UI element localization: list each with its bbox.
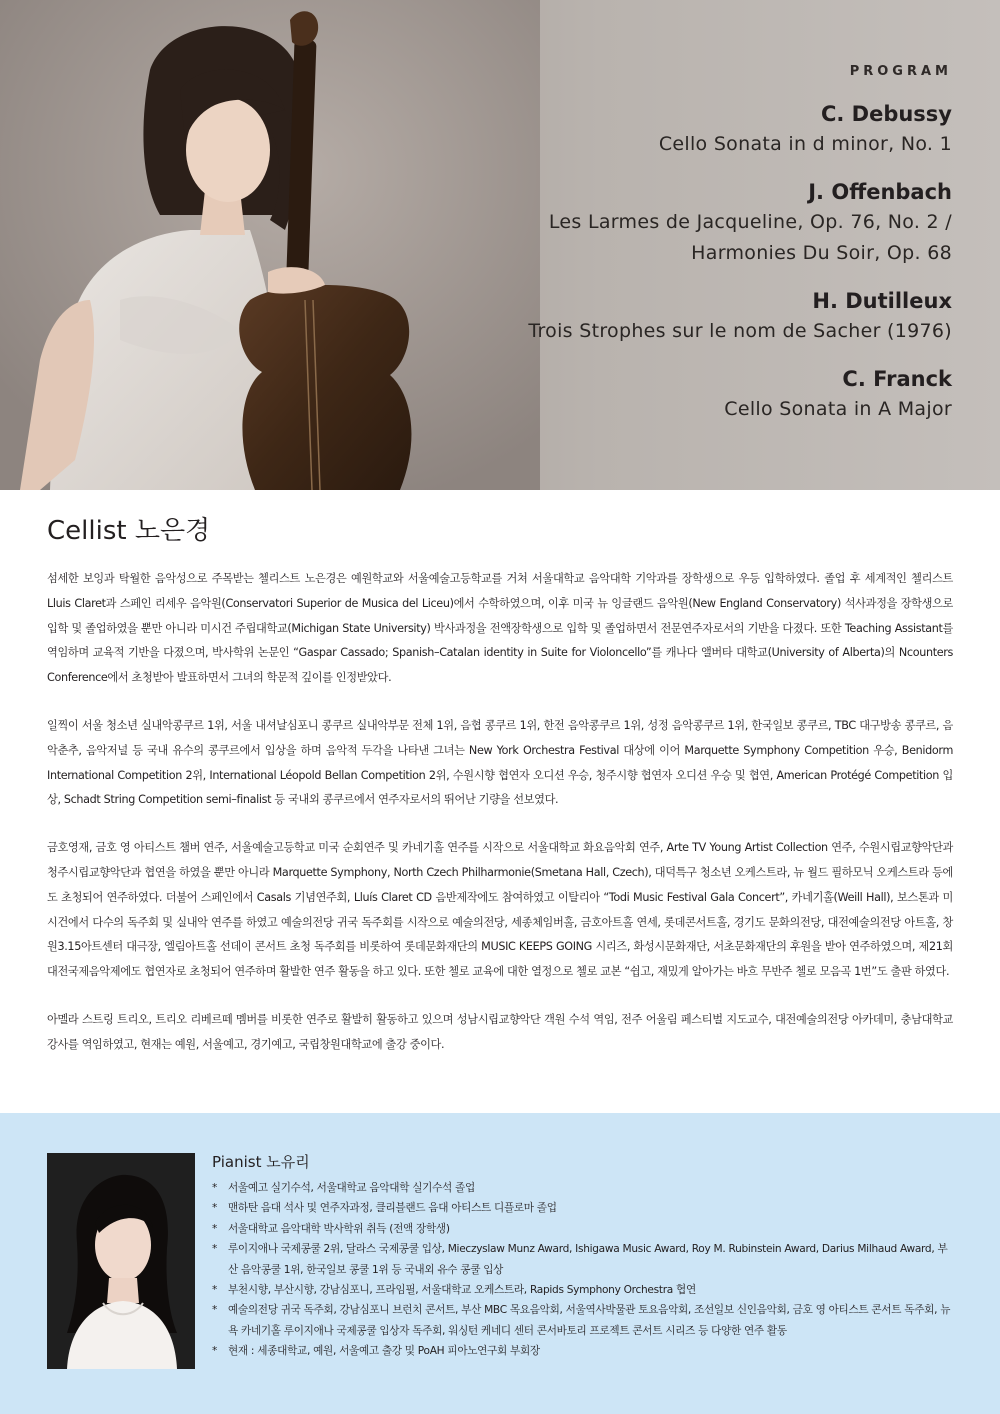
program-item <box>472 99 952 160</box>
bio-paragraph: 섬세한 보잉과 탁월한 음악성으로 주목받는 첼리스트 노은경은 예원학교와 서울예술고등학교를 거쳐 서울대학교 음악대학 기악과를 장학생으로 우등 입학하였다. 졸업 후 세계적인 첼리스트 Lluis Claret과 스페인 리세우 음악원(Conservatori Superior de Musica del Liceu)에서 수학하였으며, 이후 미국 뉴 잉글랜드 음악원(New England Conservatory) 석사과정을 장학생으로 입학 및 졸업하였을 뿐만 아니라 미시건 주립대학교(Michigan State University) 박사과정을 전액장학생으로 입학 및 졸업하면서 전문연주자로서의 기반을 다졌다. 또한 Teaching Assistant를 역임하며 교육적 기반을 다졌으며, 박사학위 논문인 “Gaspar Cassado; Spanish–Catalan identity in Suite for Violoncello”를 캐나다 앨버타 대학교(University of Alberta)의 Ncounters Conference에서 초청받아 발표하면서 그녀의 학문적 깊이를 인정받았다. <box>47 572 953 685</box>
program-list <box>472 64 952 442</box>
work-title: Trois Strophes sur le nom de Sacher (1976) <box>528 320 952 342</box>
program-header <box>0 0 1000 490</box>
work-title: Cello Sonata in d minor, No. 1 <box>658 133 952 155</box>
pianist-title: Pianist 노유리 <box>212 1153 310 1171</box>
list-item: * 루이지애나 국제콩쿨 2위, 달라스 국제콩쿨 입상, Mieczyslaw Munz Award, Ishigawa Music Award, Roy M. Rubinstein Award, Darius Milhaud Award, 부산 음악콩쿨 1위, 한국일보 콩쿨 1위 등 국내외 유수 콩쿨 입상 <box>212 1239 952 1280</box>
composer-name: C. Franck <box>842 367 952 391</box>
program-item <box>472 177 952 269</box>
list-item: * 맨하탄 음대 석사 및 연주자과정, 클리블랜드 음대 아티스트 디플로마 졸업 <box>212 1198 952 1218</box>
list-item: * 현재 : 세종대학교, 예원, 서울예고 출강 및 PoAH 피아노연구회 부회장 <box>212 1341 952 1361</box>
cellist-section <box>47 510 953 1081</box>
pianist-credentials <box>212 1178 952 1362</box>
cellist-photo <box>0 0 540 490</box>
program-label: PROGRAM <box>849 64 952 79</box>
list-item: * 서울예고 실기수석, 서울대학교 음악대학 실기수석 졸업 <box>212 1178 952 1198</box>
program-item <box>472 364 952 425</box>
list-item: * 서울대학교 음악대학 박사학위 취득 (전액 장학생) <box>212 1219 952 1239</box>
list-item: * 예술의전당 귀국 독주회, 강남심포니 브런치 콘서트, 부산 MBC 목요음악회, 서울역사박물관 토요음악회, 조선일보 신인음악회, 금호 영 아티스트 콘서트 독주회, 뉴욕 카네기홀 루이지애나 국제콩쿨 입상자 독주회, 워싱턴 케네디 센터 콘서바토리 프로젝트 콘서트 시리즈 등 다양한 연주 활동 <box>212 1300 952 1341</box>
bio-paragraph: 금호영재, 금호 영 아티스트 챔버 연주, 서울예술고등학교 미국 순회연주 및 카네기홀 연주를 시작으로 서울대학교 화요음악회 연주, Arte TV Young Artist Collection 연주, 수원시립교향악단과 청주시립교향악단과 협연을 하였을 뿐만 아니라 Marquette Symphony, North Czech Philharmonie(Smetana Hall, Czech), 대덕특구 청소년 오케스트라, 뉴 월드 필하모닉 오케스트라 등에도 초청되어 연주하였다. 더불어 스페인에서 Casals 기념연주회, Lluís Claret CD 음반제작에도 참여하였고 이탈리아 “Todi Music Festival Gala Concert”, 카네기홀(Weill Hall), 보스톤과 미시건에서 다수의 독주회 및 실내악 연주를 하였고 예술의전당 귀국 독주회를 시작으로 예술의전당, 세종체임버홀, 금호아트홀 연세, 롯데콘서트홀, 경기도 문화의전당, 대전예술의전당 아트홀, 창원3.15아트센터 대극장, 엘림아트홀 선데이 콘서트 초청 독주회를 비롯하여 롯데문화재단의 MUSIC KEEPS GOING 시리즈, 화성시문화재단, 서초문화재단의 후원을 받아 연주하였으며, 제21회 대전국제음악제에도 협연자로 초청되어 연주하며 활발한 연주 활동을 하고 있다. 또한 첼로 교육에 대한 열정으로 첼로 교본 “쉽고, 재밌게 알아가는 바흐 무반주 첼로 모음곡 1번”도 출판 하였다. <box>47 841 953 979</box>
work-title: Harmonies Du Soir, Op. 68 <box>691 242 952 264</box>
bio-paragraph: 일찍이 서울 청소년 실내악콩쿠르 1위, 서울 내셔날심포니 콩쿠르 실내악부문 전체 1위, 음협 콩쿠르 1위, 한전 음악콩쿠르 1위, 성정 음악콩쿠르 1위, 한국일보 콩쿠르, TBC 대구방송 콩쿠르, 음악춘추, 음악저널 등 국내 유수의 콩쿠르에서 입상을 하며 음악적 두각을 나타낸 그녀는 New York Orchestra Festival 대상에 이어 Marquette Symphony Competition 우승, Benidorm International Competition 2위, International Léopold Bellan Competition 2위, 수원시향 협연자 오디션 우승, 청주시향 협연자 오디션 우승 및 협연, American Protégé Competition 입상, Schadt String Competition semi–finalist 등 국내외 콩쿠르에서 연주자로서의 뛰어난 기량을 선보였다. <box>47 718 953 807</box>
pianist-info <box>212 1151 952 1362</box>
composer-name: C. Debussy <box>820 102 952 126</box>
program-item <box>472 286 952 347</box>
list-item: * 부천시향, 부산시향, 강남심포니, 프라임필, 서울대학교 오케스트라, Rapids Symphony Orchestra 협연 <box>212 1280 952 1300</box>
composer-name: J. Offenbach <box>808 180 952 204</box>
pianist-section <box>0 1113 1000 1414</box>
work-title: Cello Sonata in A Major <box>724 398 952 420</box>
pianist-photo <box>47 1153 195 1369</box>
composer-name: H. Dutilleux <box>812 289 952 313</box>
work-title: Les Larmes de Jacqueline, Op. 76, No. 2 / <box>548 211 952 233</box>
bio-paragraph: 아멜라 스트링 트리오, 트리오 리베르떼 멤버를 비롯한 연주로 활발히 활동하고 있으며 성남시립교향악단 객원 수석 역임, 전주 어울림 페스티벌 지도교수, 대전예술의전당 아카데미, 충남대학교 강사를 역임하였고, 현재는 예원, 서울예고, 경기예고, 국립창원대학교에 출강 중이다. <box>47 1012 953 1051</box>
cellist-title: Cellist 노은경 <box>47 516 211 546</box>
